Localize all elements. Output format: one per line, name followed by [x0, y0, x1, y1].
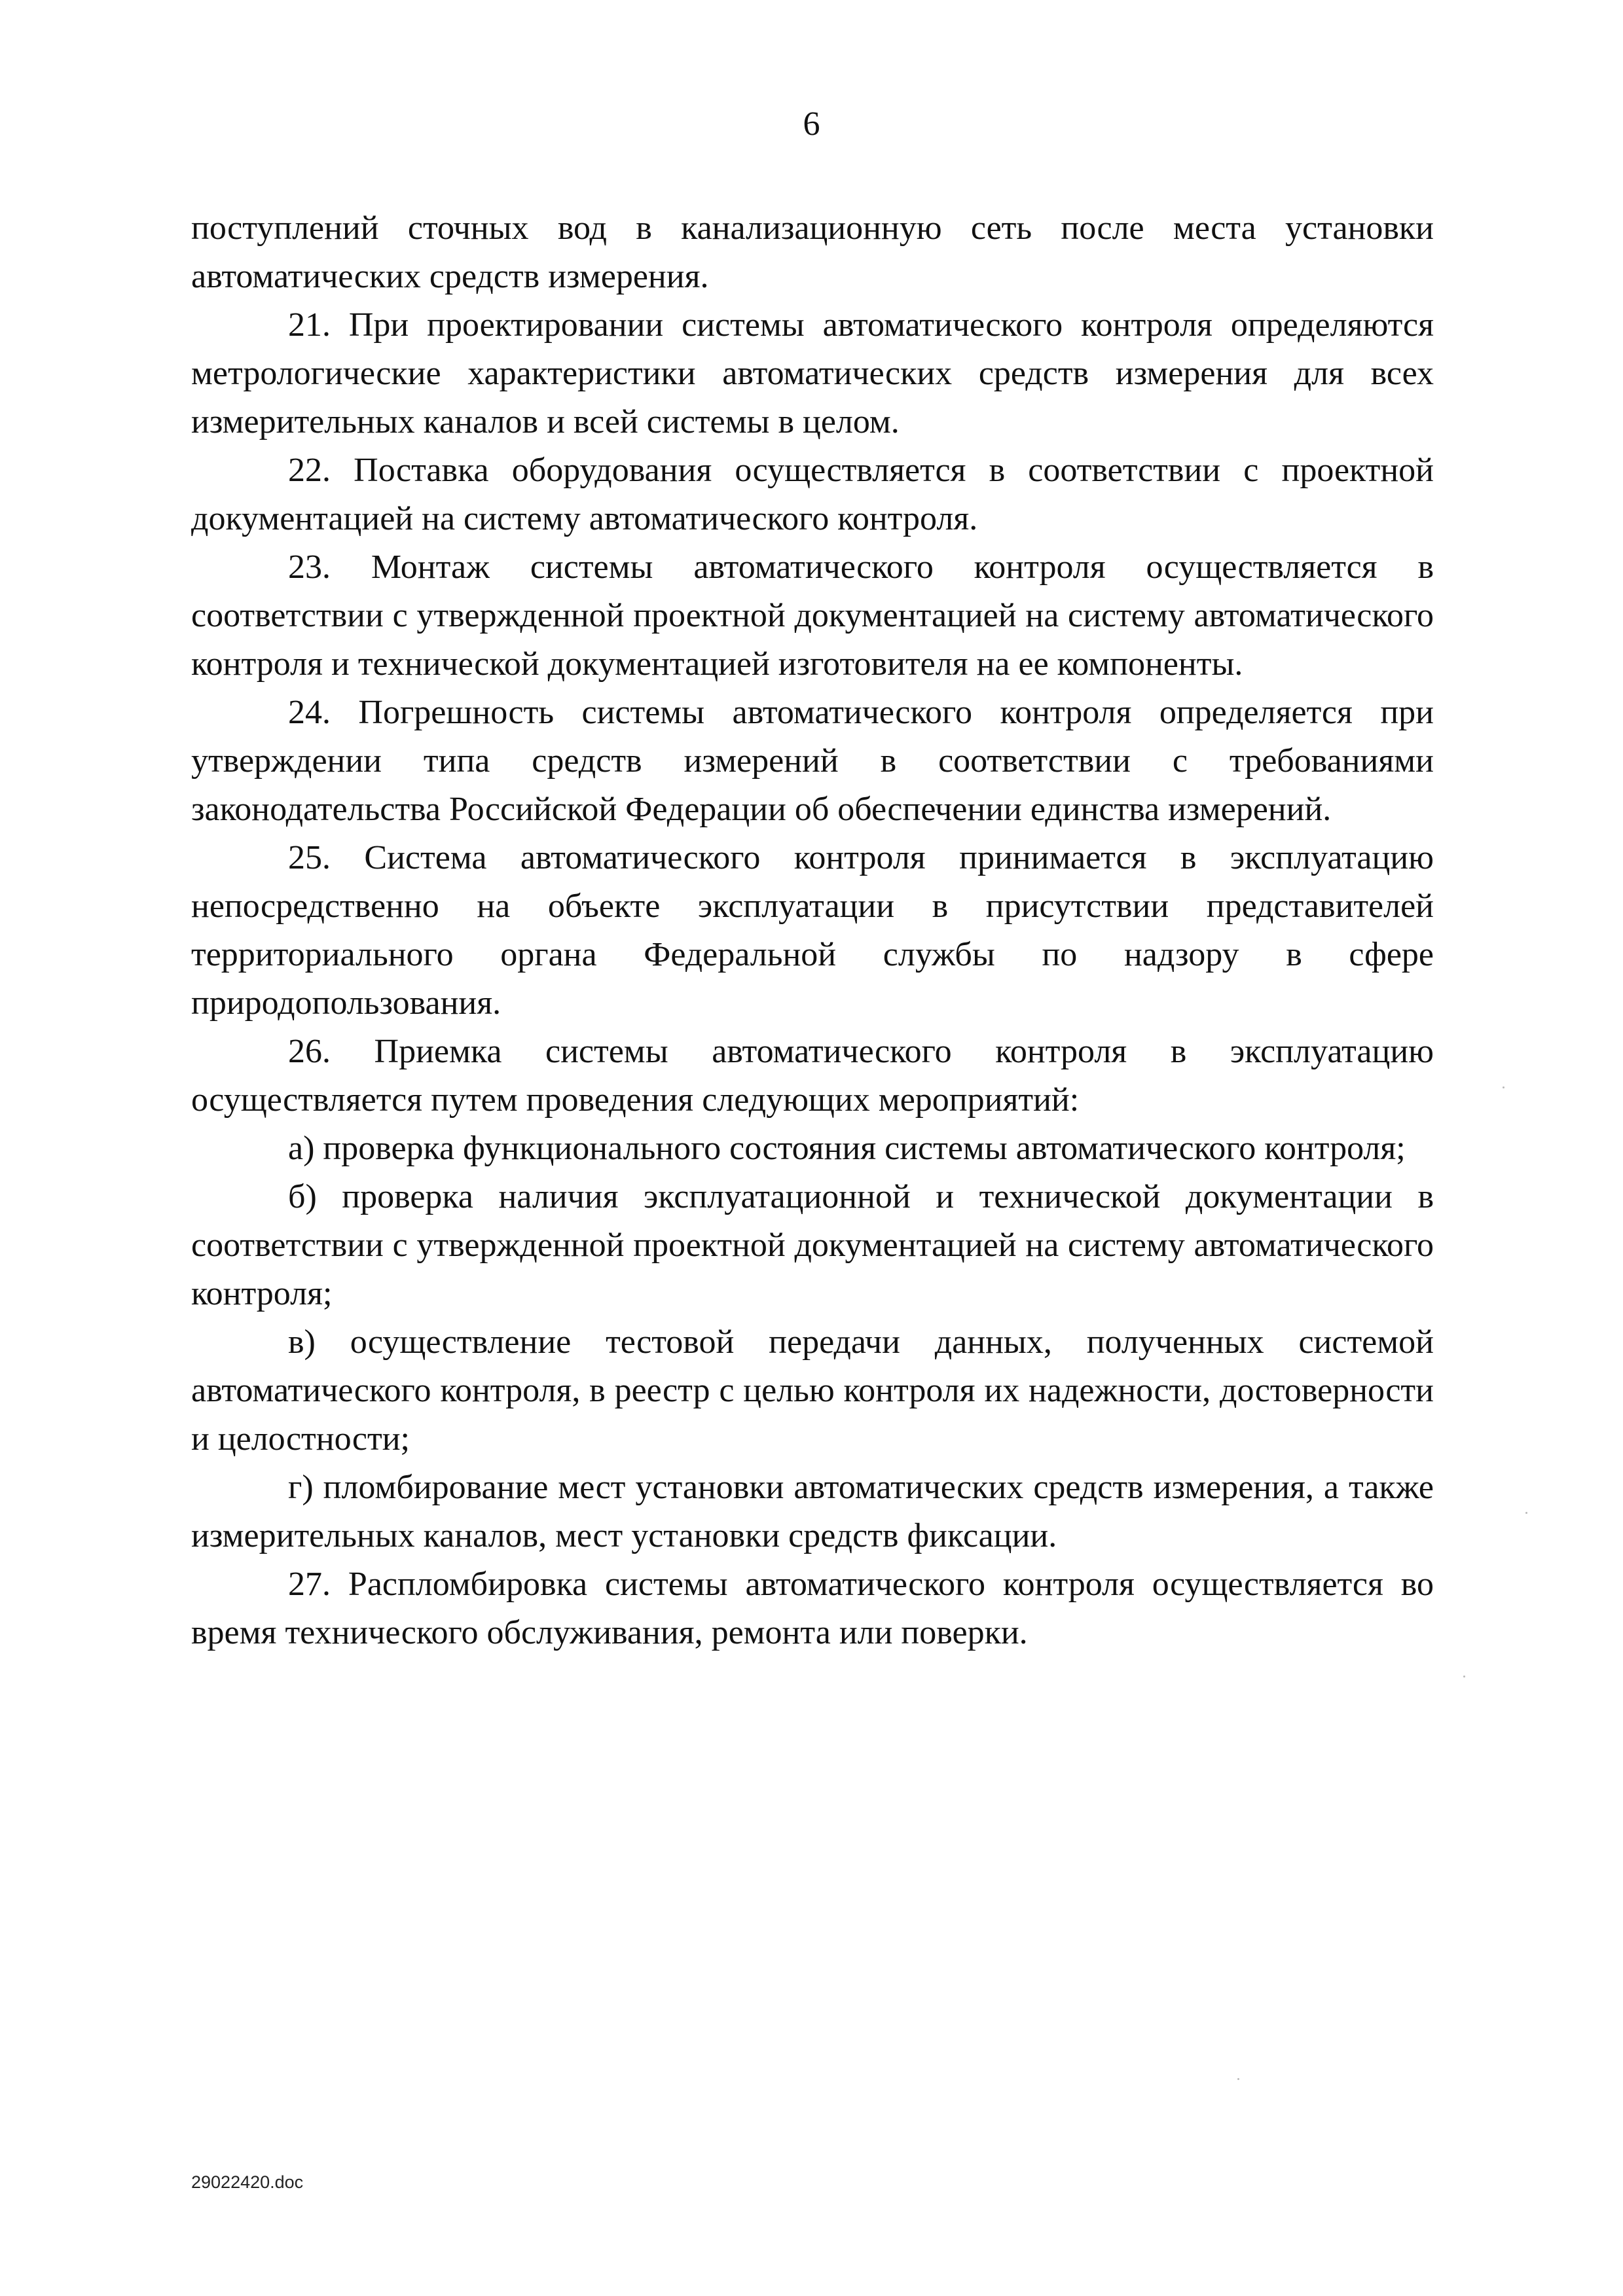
- paragraph-21: 21. При проектировании системы автоматического контроля определяются метрологические характеристики автоматических средств измерения для всех измерительных каналов и всей системы в целом.: [191, 306, 1434, 440]
- list-item-b: б) проверка наличия эксплуатационной и технической документации в соответствии с утвержденной проектной документацией на систему автоматического контроля;: [191, 1178, 1434, 1312]
- paragraph-26: 26. Приемка системы автоматического контроля в эксплуатацию осуществляется путем проведения следующих мероприятий:: [191, 1033, 1434, 1119]
- paragraph-27: 27. Распломбировка системы автоматического контроля осуществляется во время технического обслуживания, ремонта или поверки.: [191, 1566, 1434, 1651]
- paragraph-22: 22. Поставка оборудования осуществляется в соответствии с проектной документацией на систему автоматического контроля.: [191, 452, 1434, 537]
- paragraph-24: 24. Погрешность системы автоматического контроля определяется при утверждении типа средств измерений в соответствии с требованиями законодательства Российской Федерации об обеспечении единства измерений.: [191, 694, 1434, 828]
- paragraph-continuation: поступлений сточных вод в канализационную сеть после места установки автоматических средств измерения.: [191, 209, 1434, 295]
- scan-speck: [1237, 2078, 1239, 2080]
- scan-speck: [1525, 1512, 1527, 1514]
- scan-speck: [1503, 1086, 1504, 1088]
- paragraph-25: 25. Система автоматического контроля принимается в эксплуатацию непосредственно на объекте эксплуатации в присутствии представителей территориального органа Федеральной службы по надзору в сфере природопользования.: [191, 839, 1434, 1022]
- list-item-a: а) проверка функционального состояния системы автоматического контроля;: [288, 1130, 1406, 1167]
- list-item-g: г) пломбирование мест установки автоматических средств измерения, а также измерительных каналов, мест установки средств фиксации.: [191, 1469, 1434, 1554]
- paragraph-23: 23. Монтаж системы автоматического контроля осуществляется в соответствии с утвержденной проектной документацией на систему автоматического контроля и технической документацией изготовителя на ее компоненты.: [191, 548, 1434, 683]
- document-body: [191, 204, 1434, 1657]
- list-item-v: в) осуществление тестовой передачи данных, полученных системой автоматического контроля, в реестр с целью контроля их надежности, достоверности и целостности;: [191, 1323, 1434, 1458]
- scan-speck: [1463, 1676, 1465, 1677]
- page-number: 6: [803, 105, 820, 143]
- footer-filename: 29022420.doc: [191, 2172, 304, 2192]
